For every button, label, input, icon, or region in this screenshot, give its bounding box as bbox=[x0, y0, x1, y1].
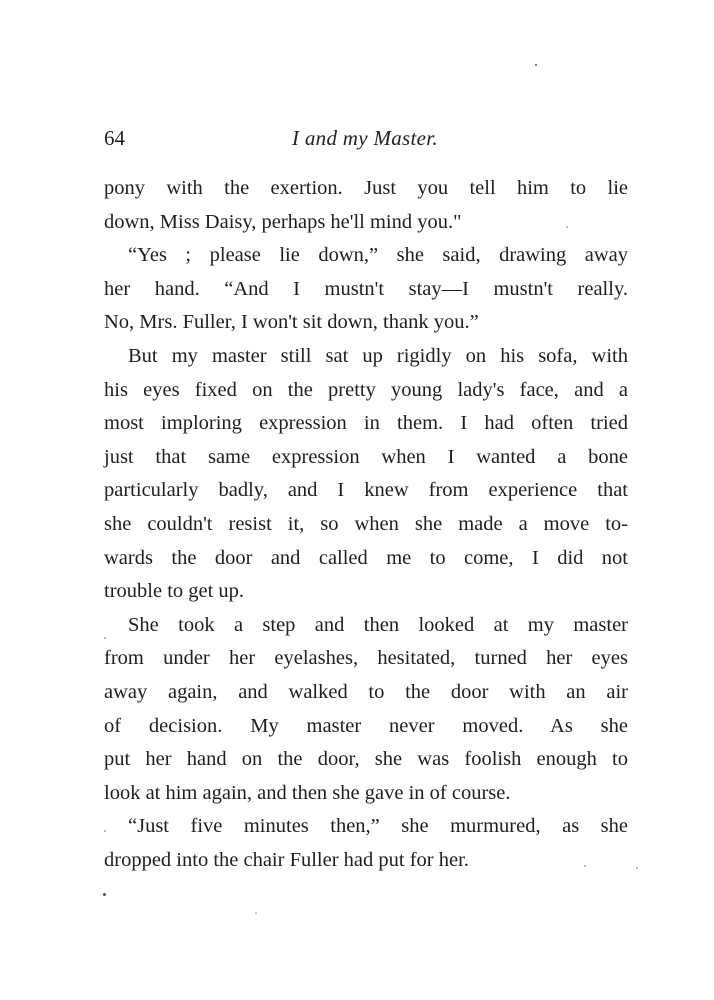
running-title: I and my Master. bbox=[292, 126, 438, 150]
text-line: put her hand on the door, she was foolish enough to bbox=[104, 748, 628, 771]
print-speck bbox=[104, 637, 106, 639]
text-line: But my master still sat up rigidly on his sofa, with bbox=[128, 344, 628, 367]
text-line: just that same expression when I wanted a bone bbox=[104, 445, 628, 468]
text-line: dropped into the chair Fuller had put for her. bbox=[104, 848, 469, 871]
text-line: “Yes ; please lie down,” she said, drawing away bbox=[128, 244, 628, 267]
text-line: away again, and walked to the door with an air bbox=[104, 680, 628, 703]
text-line: her hand. “And I mustn't stay—I mustn't really. bbox=[104, 277, 628, 300]
text-line: wards the door and called me to come, I did not bbox=[104, 546, 628, 569]
text-line: look at him again, and then she gave in of course. bbox=[104, 781, 511, 804]
print-speck bbox=[636, 867, 638, 869]
text-line: “Just five minutes then,” she murmured, as she bbox=[128, 815, 628, 838]
print-speck bbox=[566, 226, 568, 228]
text-line: trouble to get up. bbox=[104, 580, 245, 603]
text-line: She took a step and then looked at my master bbox=[128, 613, 628, 636]
text-line: particularly badly, and I knew from experience that bbox=[104, 479, 628, 502]
text-line: pony with the exertion. Just you tell him to lie bbox=[104, 177, 628, 199]
text-line: from under her eyelashes, hesitated, turned her eyes bbox=[104, 647, 628, 670]
text-line: most imploring expression in them. I had often tried bbox=[104, 412, 628, 435]
page-number: 64 bbox=[104, 126, 125, 150]
print-speck bbox=[103, 893, 106, 896]
page-header bbox=[104, 126, 626, 154]
text-line: of decision. My master never moved. As she bbox=[104, 714, 628, 737]
print-speck bbox=[584, 865, 586, 867]
print-speck bbox=[104, 830, 106, 832]
text-line: No, Mrs. Fuller, I won't sit down, thank you.” bbox=[104, 311, 479, 334]
print-speck bbox=[535, 64, 537, 66]
body-text bbox=[104, 172, 628, 877]
print-speck bbox=[255, 912, 257, 914]
text-line: his eyes fixed on the pretty young lady's face, and a bbox=[104, 378, 628, 401]
text-line: she couldn't resist it, so when she made a move to- bbox=[104, 512, 628, 535]
text-line: down, Miss Daisy, perhaps he'll mind you." bbox=[104, 210, 462, 233]
